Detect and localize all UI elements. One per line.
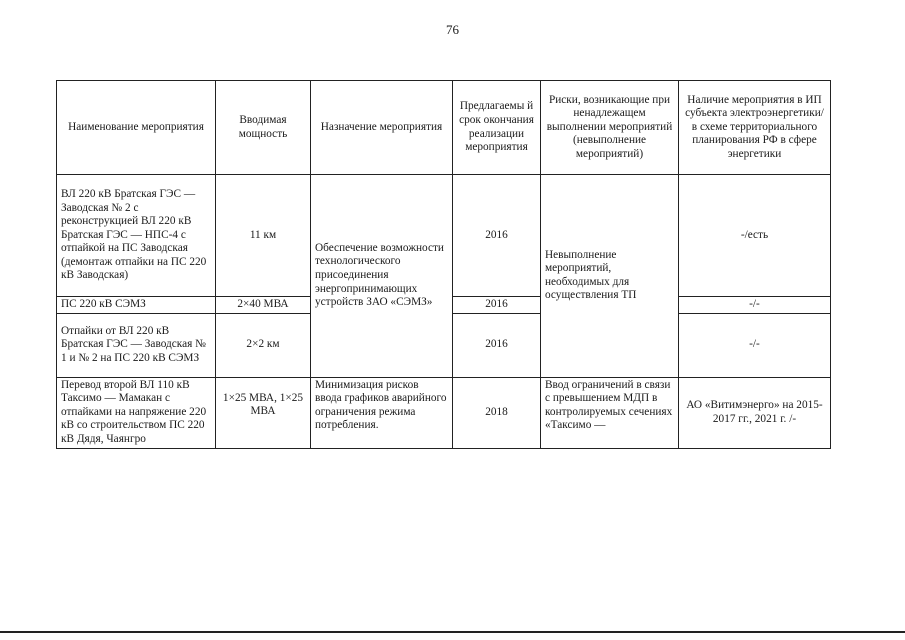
header-presence: Наличие мероприятия в ИП субъекта электроэнергетики/в схеме территориального планирования РФ в сфере энергетики <box>679 81 831 175</box>
row-name <box>57 377 216 448</box>
bottom-border-line <box>0 631 905 633</box>
row-risks <box>541 377 679 448</box>
shared-risks-cell: Невыполнение мероприятий, необходимых для осуществления ТП <box>541 175 679 378</box>
row-power: 2×40 МВА <box>216 297 311 314</box>
row-presence: АО «Витимэнерго» на 2015-2017 гг., 2021 г. /- <box>679 377 831 448</box>
measures-table <box>56 80 831 449</box>
row-risks-text: Ввод ограничений в связи с превышением МДП в контролируемых сечениях «Таксимо — <box>545 378 673 432</box>
page-number: 76 <box>446 22 459 37</box>
header-purpose: Назначение мероприятия <box>311 81 453 175</box>
row-year: 2016 <box>453 313 541 377</box>
header-deadline: Предлагаемы й срок окончания реализации мероприятия <box>453 81 541 175</box>
row-presence: -/- <box>679 313 831 377</box>
header-name: Наименование мероприятия <box>57 81 216 175</box>
row-name: ВЛ 220 кВ Братская ГЭС — Заводская № 2 с реконструкцией ВЛ 220 кВ Братская ГЭС — НПС-4 с отпайкой на ПС Заводская (демонтаж отпайки на ПС 220 кВ Заводская) <box>57 175 216 297</box>
table-header-row <box>57 81 831 175</box>
row-name-text: Перевод второй ВЛ 110 кВ Таксимо — Мамакан с отпайками на напряжение 220 кВ со строительством ПС 220 кВ Дядя, Чаянгро <box>61 378 207 445</box>
row-power <box>216 377 311 448</box>
header-power: Вводимая мощность <box>216 81 311 175</box>
table-row <box>57 175 831 297</box>
row-name: ПС 220 кВ СЭМЗ <box>57 297 216 314</box>
header-risks: Риски, возникающие при ненадлежащем выполнении мероприятий (невыполнение мероприятий) <box>541 81 679 175</box>
row-presence: -/- <box>679 297 831 314</box>
row-name: Отпайки от ВЛ 220 кВ Братская ГЭС — Заводская № 1 и № 2 на ПС 220 кВ СЭМЗ <box>57 313 216 377</box>
shared-purpose-cell: Обеспечение возможности технологического присоединения энергопринимающих устройств ЗАО «СЭМЗ» <box>311 175 453 378</box>
row-purpose <box>311 377 453 448</box>
row-power: 11 км <box>216 175 311 297</box>
row-power: 2×2 км <box>216 313 311 377</box>
table-row <box>57 377 831 448</box>
row-presence: -/есть <box>679 175 831 297</box>
row-power-text: 1×25 МВА, 1×25 МВА <box>222 391 304 418</box>
row-year: 2018 <box>453 377 541 448</box>
row-purpose-text: Минимизация рисков ввода графиков аварийного ограничения режима потребления. <box>315 378 447 432</box>
row-year: 2016 <box>453 175 541 297</box>
row-year: 2016 <box>453 297 541 314</box>
